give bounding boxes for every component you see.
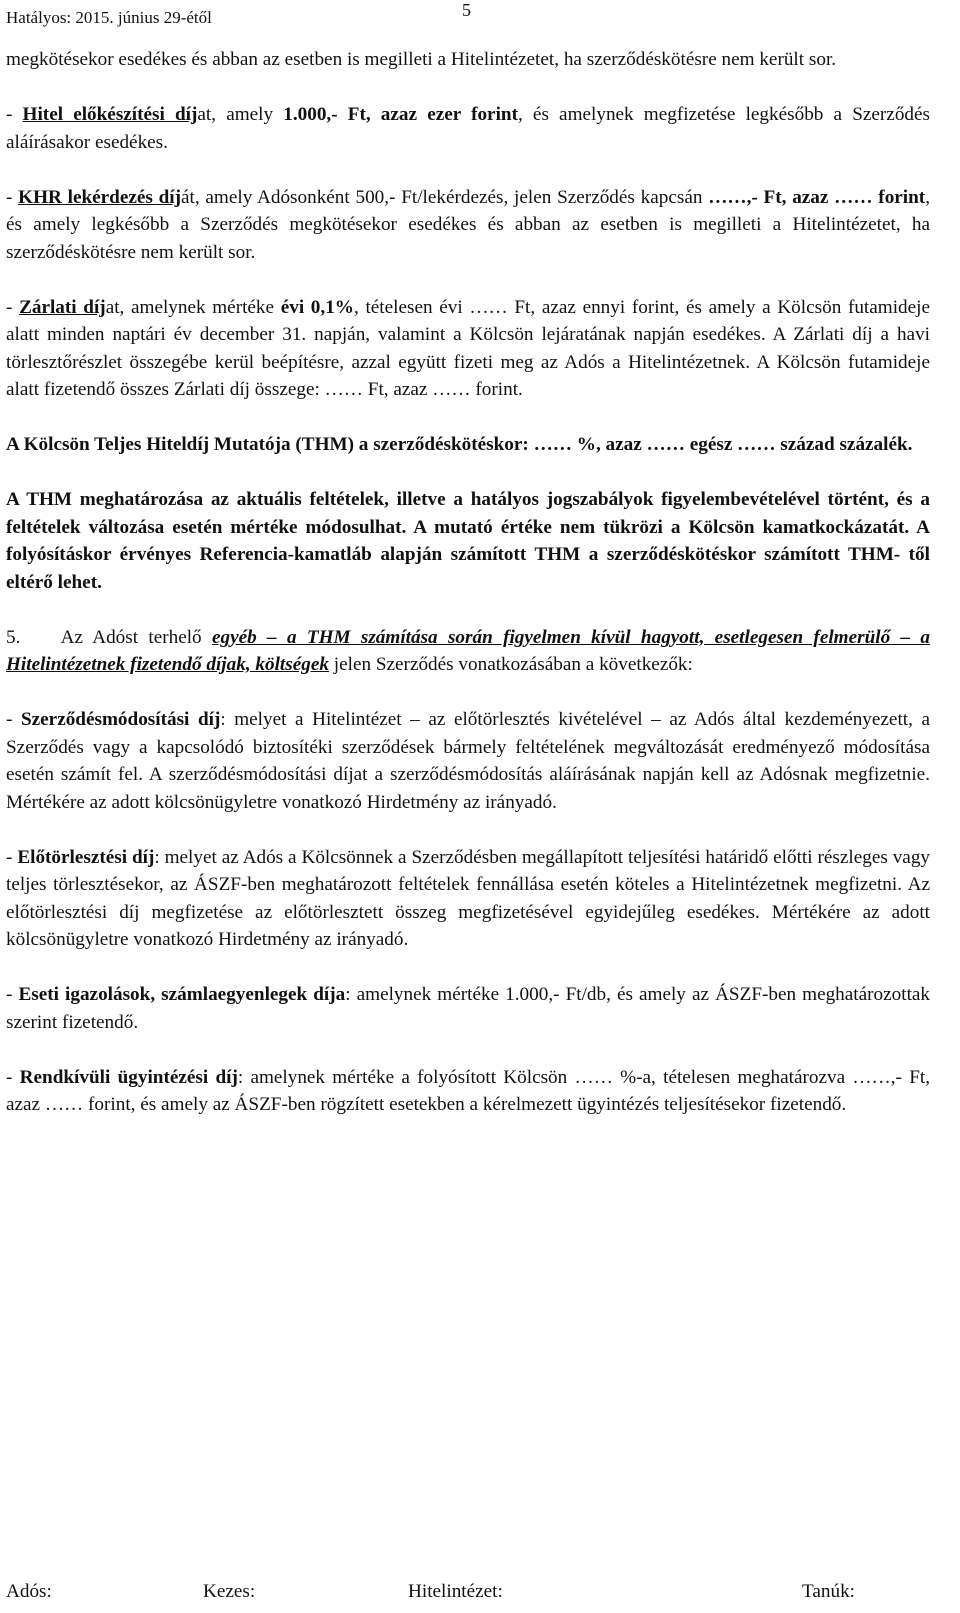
- signature-witnesses: Tanúk:: [802, 1581, 856, 1602]
- dash: -: [6, 296, 20, 318]
- dash: -: [6, 104, 23, 125]
- paragraph-closing-fee: [6, 294, 930, 404]
- text: , és amelynek megfizetése legkésőbb a Szerződés aláírásakor esedékes.: [6, 104, 930, 153]
- dash: -: [6, 846, 18, 868]
- thm-statement: A Kölcsön Teljes Hiteldíj Mutatója (THM) a szerződéskötéskor: …… %, azaz …… egész …… század százalék.: [6, 434, 913, 455]
- text: , és amely legkésőbb a Szerződés megkötésekor esedékes és abban az esetben is megilleti a Hitelintézetet, ha szerződéskötésre nem került sor.: [6, 186, 930, 263]
- closing-fee-label: Zárlati díj: [19, 296, 106, 318]
- text: , tételesen évi …… Ft, azaz ennyi forint, és amely a Kölcsön futamideje alatt minden naptári év december 31. napján, valamint a Kölcsön lejáratának napján esedékes. A Zárlati díj a havi törlesztőrészlet összegébe kerül beépítésre, azzal együtt fizeti meg az Adós a Hitelintézetnek. A Kölcsön futamideje alatt fizetendő összes Zárlati díj összege: …… Ft, azaz …… forint.: [6, 296, 930, 400]
- paragraph-preparation-fee: [6, 101, 930, 156]
- thm-notice: A THM meghatározása az aktuális feltételek, illetve a hatályos jogszabályok figyelembevételével történt, és a feltételek változása esetén mértéke módosulhat. A mutató értéke nem tükrözi a Kölcsön kamatkockázatát. A folyósításkor érvényes Referencia-kamatláb alapján számított THM a szerződéskötéskor számított THM- től eltérő lehet.: [6, 489, 930, 593]
- paragraph-other-fees: [6, 624, 930, 679]
- signature-bank: Hitelintézet:: [408, 1581, 503, 1602]
- paragraph-modification-fee: [6, 706, 930, 816]
- extraordinary-fee-label: Rendkívüli ügyintézési díj: [19, 1066, 238, 1088]
- paragraph-prepayment-fee: [6, 844, 930, 954]
- preparation-fee-amount: 1.000,- Ft, azaz ezer forint: [283, 104, 518, 125]
- text: : melyet az Adós a Kölcsönnek a Szerződésben megállapított teljesítési határidő előtti részleges vagy teljes törlesztésekor, az ÁSZF-ben meghatározott feltételek fennállása esetén köteles a Hitelintézetnek megfizetni. Az előtörlesztési díj megfizetése az előtörlesztett összeg megfizetésével egyidejűleg esedékes. Mértékére az adott kölcsönügyletre vonatkozó Hirdetmény az irányadó.: [6, 846, 931, 950]
- certificate-fee-label: Eseti igazolások, számlaegyenlegek díja: [18, 984, 346, 1005]
- paragraph-thm: [6, 431, 930, 459]
- other-fees-heading: egyéb – a THM számítása során figyelmen kívül hagyott, esetlegesen felmerülő – a Hitelintézetnek fizetendő díjak, költségek: [6, 626, 930, 675]
- modification-fee-label: Szerződésmódosítási díj: [20, 709, 221, 730]
- signature-guarantor: Kezes:: [203, 1581, 256, 1602]
- paragraph-extraordinary-fee: [6, 1064, 930, 1119]
- dash: -: [6, 709, 21, 730]
- dash: -: [6, 186, 19, 208]
- paragraph-contract-cont: [6, 46, 930, 74]
- text: : amelynek mértéke 1.000,- Ft/db, és amely az ÁSZF-ben meghatározottak szerint fizetendő.: [6, 984, 931, 1033]
- dash: -: [6, 984, 19, 1005]
- text: : amelynek mértéke a folyósított Kölcsön …… %-a, tételesen meghatározva ……,- Ft, azaz …… forint, és amely az ÁSZF-ben rögzített esetekben a kérelmezett ügyintézés teljesítésekor fizetendő.: [6, 1066, 931, 1115]
- dash: -: [6, 1066, 20, 1088]
- text: : melyet a Hitelintézet – az előtörlesztés kivételével – az Adós által kezdeményezett, a Szerződés vagy a kapcsolódó biztosítéki szerződések bármely feltételének megváltozását eredményező módosítása esetén számít fel. A szerződésmódosítási díjat a szerződésmódosítás aláírásának napján kell az Adósnak megfizetnie. Mértékére az adott kölcsönügyletre vonatkozó Hirdetmény az irányadó.: [6, 709, 930, 813]
- khr-fee-label: KHR lekérdezés díj: [18, 186, 182, 208]
- page-number: 5: [462, 0, 471, 20]
- paragraph-thm-notice: [6, 486, 930, 596]
- paragraph-certificate-fee: [6, 981, 930, 1036]
- signature-debtor: Adós:: [6, 1581, 52, 1602]
- preparation-fee-label: Hitel előkészítési díj: [22, 104, 198, 125]
- text: at, amely: [197, 104, 284, 125]
- effective-date-header: Hatályos: 2015. június 29-étől: [6, 8, 212, 27]
- text: jelen Szerződés vonatkozásában a következők:: [328, 654, 693, 675]
- text: megkötésekor esedékes és abban az esetben is megilleti a Hitelintézetet, ha szerződéskötésre nem került sor.: [6, 49, 837, 70]
- khr-fee-amount: ……,- Ft, azaz …… forint: [708, 186, 926, 208]
- prepayment-fee-label: Előtörlesztési díj: [17, 846, 155, 868]
- text: 5. Az Adóst terhelő: [6, 626, 212, 648]
- text: át, amely Adósonként 500,- Ft/lekérdezés, jelen Szerződés kapcsán: [181, 186, 709, 208]
- closing-fee-rate: évi 0,1%: [280, 296, 354, 318]
- paragraph-khr-fee: [6, 184, 930, 267]
- document-body: [6, 46, 930, 1119]
- text: at, amelynek mértéke: [105, 296, 281, 318]
